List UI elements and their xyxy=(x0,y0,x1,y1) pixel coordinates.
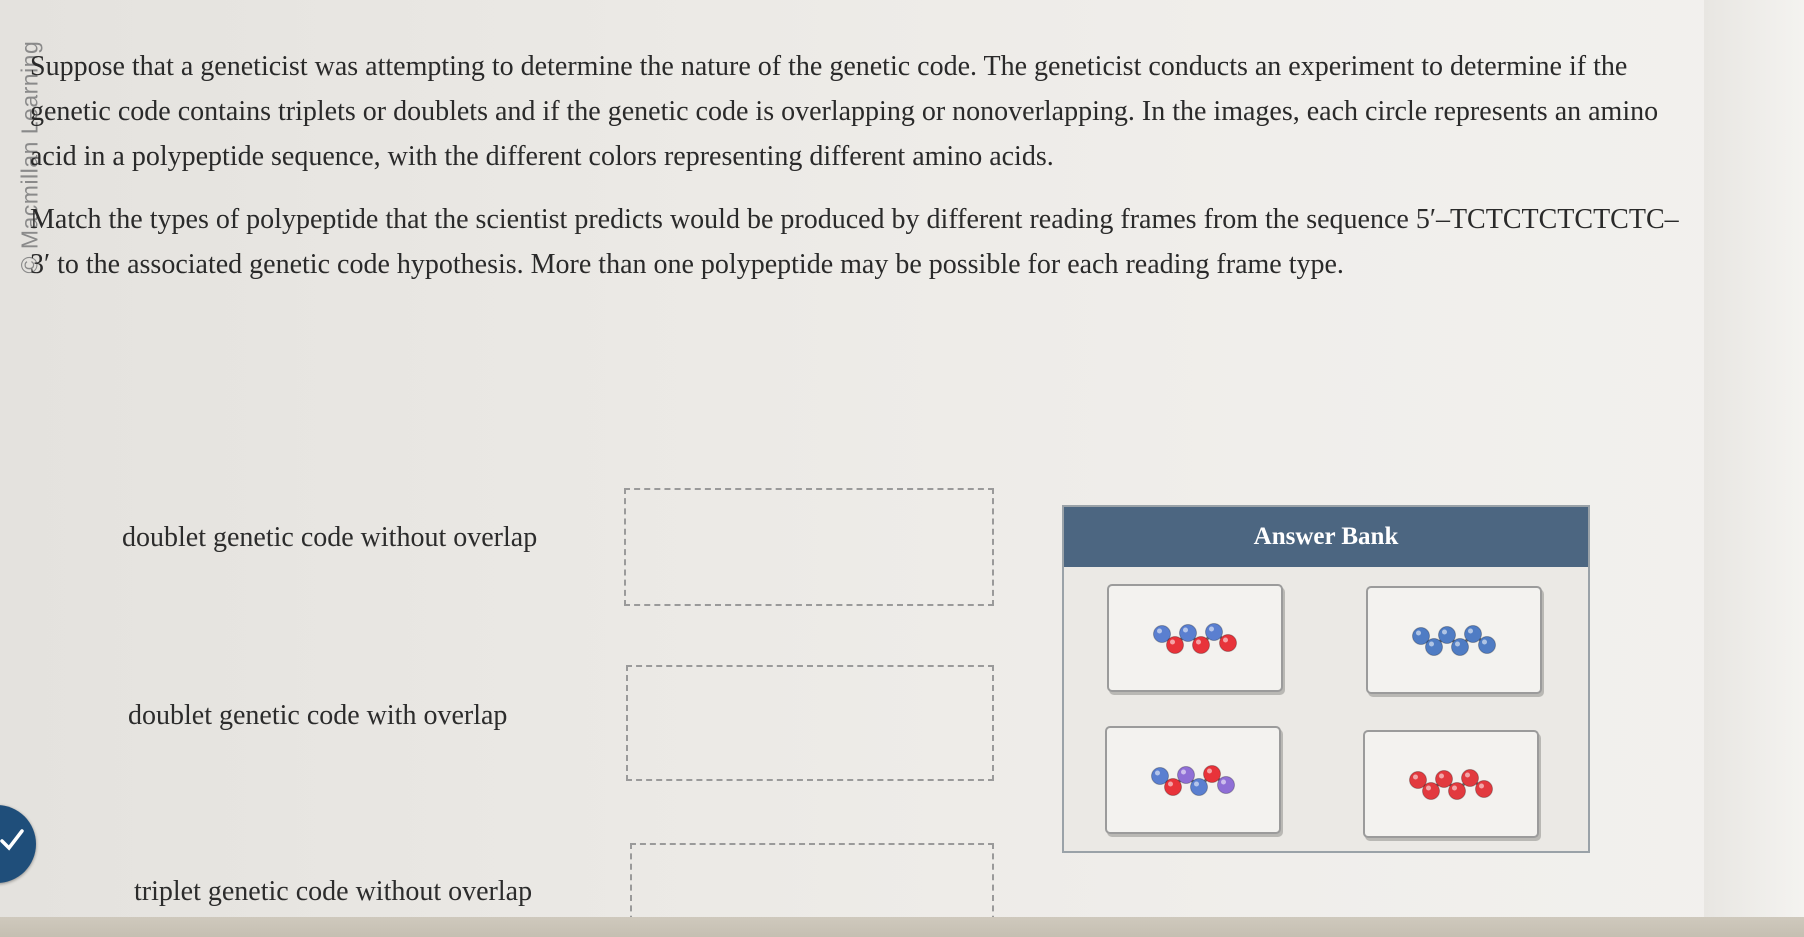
bead-highlight xyxy=(1207,769,1212,774)
amino-acid-bead xyxy=(1191,779,1208,796)
amino-acid-bead xyxy=(1204,766,1221,783)
target-label-doublet-without-overlap: doublet genetic code without overlap xyxy=(122,522,538,553)
answer-chip-blue-red-alternating[interactable] xyxy=(1107,584,1283,692)
amino-acid-bead xyxy=(1476,781,1493,798)
bead-highlight xyxy=(1157,629,1162,634)
bead-highlight xyxy=(1442,630,1447,635)
bead-highlight xyxy=(1209,627,1214,632)
bead-highlight xyxy=(1183,628,1188,633)
question-text xyxy=(30,44,1690,305)
bead-highlight xyxy=(1416,631,1421,636)
amino-acid-bead xyxy=(1439,627,1456,644)
answer-bank xyxy=(1062,505,1590,853)
amino-acid-bead xyxy=(1193,637,1210,654)
bead-highlight xyxy=(1465,773,1470,778)
bead-highlight xyxy=(1439,774,1444,779)
amino-acid-bead xyxy=(1178,767,1195,784)
bead-highlight xyxy=(1194,782,1199,787)
polypeptide-blue-red-alternating-icon xyxy=(1140,612,1250,664)
amino-acid-bead xyxy=(1220,635,1237,652)
target-label-doublet-with-overlap: doublet genetic code with overlap xyxy=(128,700,508,731)
copyright-watermark: © Macmillan Learning xyxy=(16,40,43,274)
drop-zone-doublet-without-overlap[interactable] xyxy=(624,488,994,606)
bead-highlight xyxy=(1170,640,1175,645)
polypeptide-all-red-icon xyxy=(1396,758,1506,810)
amino-acid-bead xyxy=(1462,770,1479,787)
bead-highlight xyxy=(1479,784,1484,789)
amino-acid-bead xyxy=(1180,625,1197,642)
question-paragraph-instructions: Match the types of polypeptide that the scientist predicts would be produced by different reading frames from the sequence 5′–TCTCTCTCTCTC–3′ to the associated genetic code hypothesis. More than one polypeptide may be possible for each reading frame type. xyxy=(30,204,1679,280)
amino-acid-bead xyxy=(1165,779,1182,796)
bead-highlight xyxy=(1413,775,1418,780)
polypeptide-all-blue-icon xyxy=(1399,614,1509,666)
bead-highlight xyxy=(1196,640,1201,645)
answer-bank-title: Answer Bank xyxy=(1064,507,1588,567)
question-paragraph-intro: Suppose that a geneticist was attempting to determine the nature of the genetic code. The geneticist conducts an experiment to determine if the genetic code contains triplets or doublets and if the genetic code is overlapping or nonoverlapping. In the images, each circle represents an amino acid in a polypeptide sequence, with the different colors representing different amino acids. xyxy=(30,51,1659,172)
drop-zone-doublet-with-overlap[interactable] xyxy=(626,665,994,781)
target-label-triplet-without-overlap: triplet genetic code without overlap xyxy=(134,876,533,907)
amino-acid-bead xyxy=(1426,639,1443,656)
check-answer-button[interactable] xyxy=(0,805,36,883)
amino-acid-bead xyxy=(1465,626,1482,643)
answer-chip-blue-red-purple[interactable] xyxy=(1105,726,1281,834)
amino-acid-bead xyxy=(1452,639,1469,656)
check-icon xyxy=(0,827,24,851)
bead-highlight xyxy=(1221,780,1226,785)
amino-acid-bead xyxy=(1449,783,1466,800)
bead-highlight xyxy=(1429,642,1434,647)
bead-highlight xyxy=(1168,782,1173,787)
amino-acid-bead xyxy=(1479,637,1496,654)
answer-chip-all-red[interactable] xyxy=(1363,730,1539,838)
amino-acid-bead xyxy=(1167,637,1184,654)
bead-highlight xyxy=(1482,640,1487,645)
amino-acid-bead xyxy=(1436,771,1453,788)
bead-highlight xyxy=(1426,786,1431,791)
answer-chip-all-blue[interactable] xyxy=(1366,586,1542,694)
bead-highlight xyxy=(1155,771,1160,776)
bottom-edge xyxy=(0,917,1804,937)
bead-highlight xyxy=(1223,638,1228,643)
polypeptide-blue-red-purple-icon xyxy=(1138,754,1248,806)
bead-highlight xyxy=(1468,629,1473,634)
bead-highlight xyxy=(1455,642,1460,647)
page-edge xyxy=(1704,0,1804,937)
amino-acid-bead xyxy=(1206,624,1223,641)
bead-highlight xyxy=(1181,770,1186,775)
bead-highlight xyxy=(1452,786,1457,791)
amino-acid-bead xyxy=(1218,777,1235,794)
amino-acid-bead xyxy=(1423,783,1440,800)
